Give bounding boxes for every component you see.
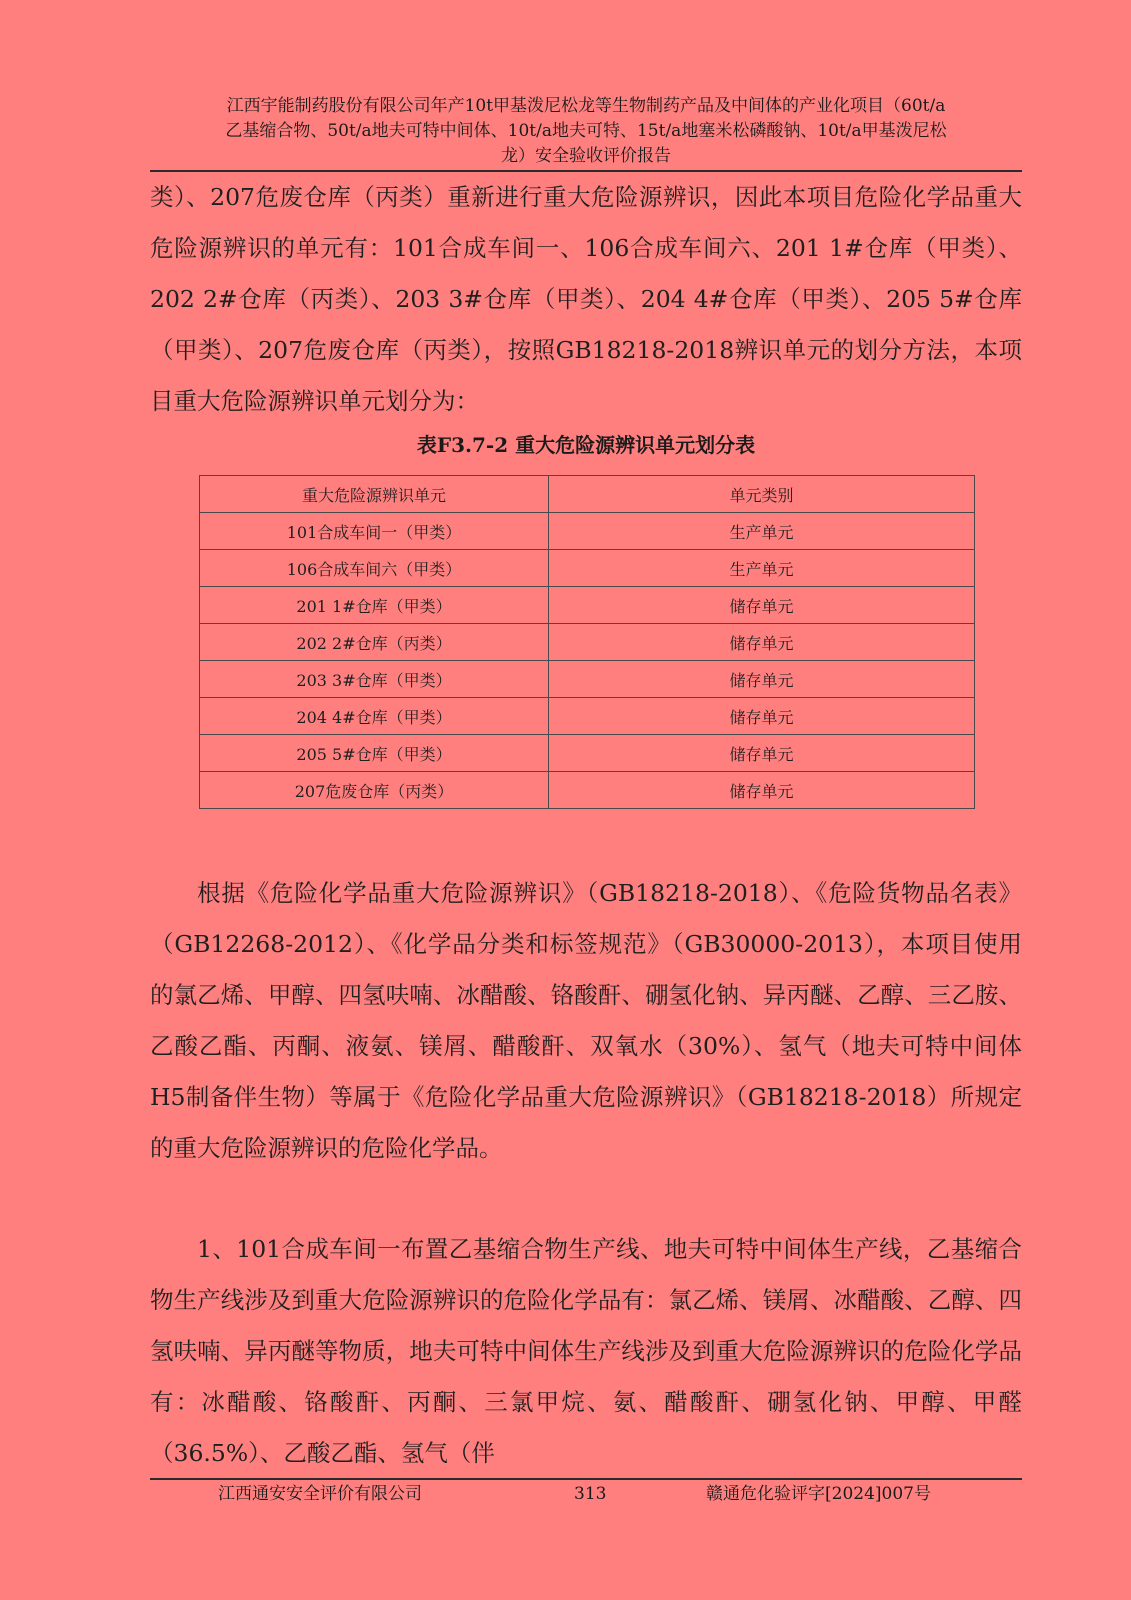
table-header-row — [200, 476, 975, 513]
table-row — [200, 772, 975, 809]
table-row — [200, 587, 975, 624]
table-row — [200, 550, 975, 587]
category-cell: 生产单元 — [549, 513, 975, 550]
unit-cell: 204 4#仓库（甲类） — [200, 698, 549, 735]
running-header — [150, 94, 1022, 169]
unit-cell: 202 2#仓库（丙类） — [200, 624, 549, 661]
table-row — [200, 624, 975, 661]
category-cell: 储存单元 — [549, 587, 975, 624]
category-cell: 储存单元 — [549, 698, 975, 735]
intro-paragraph: 类）、207危废仓库（丙类）重新进行重大危险源辨识，因此本项目危险化学品重大危险源辨识的单元有：101合成车间一、106合成车间六、201 1#仓库（甲类）、202 2#仓库（丙类）、203 3#仓库（甲类）、204 4#仓库（甲类）、205 5#仓库（甲类）、207危废仓库（丙类），按照GB18218-2018辨识单元的划分方法，本项目重大危险源辨识单元划分为： — [150, 183, 1022, 415]
table-row — [200, 735, 975, 772]
footer-company: 江西通安安全评价有限公司 — [218, 1484, 422, 1504]
footer-divider — [150, 1478, 1022, 1480]
unit-cell: 201 1#仓库（甲类） — [200, 587, 549, 624]
header-line-2: 乙基缩合物、50t/a地夫可特中间体、10t/a地夫可特、15t/a地塞米松磷酸钠、10t/a甲基泼尼松 — [225, 121, 947, 141]
header-line-1: 江西宇能制药股份有限公司年产10t甲基泼尼松龙等生物制药产品及中间体的产业化项目（60t/a — [226, 96, 946, 116]
column-header-category: 单元类别 — [549, 476, 975, 513]
column-header-unit: 重大危险源辨识单元 — [200, 476, 549, 513]
category-cell: 生产单元 — [549, 550, 975, 587]
unit-cell: 205 5#仓库（甲类） — [200, 735, 549, 772]
category-cell: 储存单元 — [549, 661, 975, 698]
unit-cell: 106合成车间六（甲类） — [200, 550, 549, 587]
hazard-unit-table — [199, 475, 975, 809]
table-row — [200, 513, 975, 550]
header-line-3: 龙）安全验收评价报告 — [501, 146, 671, 166]
unit-cell: 207危废仓库（丙类） — [200, 772, 549, 809]
category-cell: 储存单元 — [549, 735, 975, 772]
unit-cell: 101合成车间一（甲类） — [200, 513, 549, 550]
table-row — [200, 698, 975, 735]
page-number: 313 — [574, 1484, 607, 1504]
category-cell: 储存单元 — [549, 772, 975, 809]
category-cell: 储存单元 — [549, 624, 975, 661]
table-row — [200, 661, 975, 698]
table-caption: 表F3.7-2 重大危险源辨识单元划分表 — [416, 433, 756, 457]
footer-doc-number: 赣通危化验评字[2024]007号 — [706, 1484, 931, 1504]
unit-cell: 203 3#仓库（甲类） — [200, 661, 549, 698]
workshop-paragraph: 1、101合成车间一布置乙基缩合物生产线、地夫可特中间体生产线，乙基缩合物生产线涉及到重大危险源辨识的危险化学品有：氯乙烯、镁屑、冰醋酸、乙醇、四氢呋喃、异丙醚等物质，地夫可特中间体生产线涉及到重大危险源辨识的危险化学品有：冰醋酸、铬酸酐、丙酮、三氯甲烷、氨、醋酸酐、硼氢化钠、甲醇、甲醛（36.5%）、乙酸乙酯、氢气（伴 — [150, 1235, 1022, 1467]
regulation-paragraph: 根据《危险化学品重大危险源辨识》（GB18218-2018）、《危险货物品名表》（GB12268-2012）、《化学品分类和标签规范》（GB30000-2013），本项目使用的氯乙烯、甲醇、四氢呋喃、冰醋酸、铬酸酐、硼氢化钠、异丙醚、乙醇、三乙胺、乙酸乙酯、丙酮、液氨、镁屑、醋酸酐、双氧水（30%）、氢气（地夫可特中间体H5制备伴生物）等属于《危险化学品重大危险源辨识》（GB18218-2018）所规定的重大危险源辨识的危险化学品。 — [150, 879, 1022, 1162]
